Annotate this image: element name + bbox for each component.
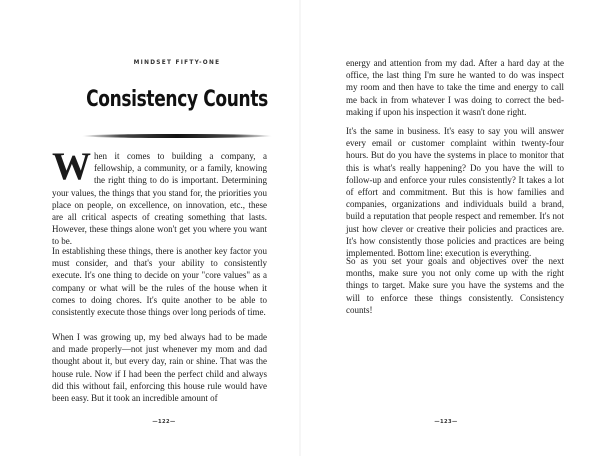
paragraph-4: energy and attention from my dad. After a hard day at the office, the last thing I'm sure he wanted to do was inspect my room and then have to take the time and energy to call me back in from whatever I was doing to correct the bed-making if upon his inspection it wasn't done right. [346,58,564,117]
right-page [300,0,600,456]
title-divider [82,134,272,138]
chapter-title: Consistency Counts [86,87,268,112]
paragraph-1-text: hen it comes to building a company, a fellowship, a community, or a family, knowing the right thing to do is important. Determining your values, the things that you stand for, the priorities you place on people, on excellence, on innovation, etc., these are all critical aspects of creating something that lasts. However, these things alone won't get you where you want to be. [52,151,267,247]
chapter-kicker: MINDSET FIFTY-ONE [133,58,221,66]
paragraph-2: In establishing these things, there is another key factor you must consider, and that's your ability to consistently execute. It's one thing to decide on your "core values" as a company or what will be the rules of the house when it comes to doing chores. It's quite another to be able to consistently execute those things over long periods of time. [52,246,267,318]
page-number-left: —122— [152,419,176,425]
drop-cap: W [52,145,91,188]
paragraph-3: When I was growing up, my bed always had to be made and made properly—not just whenever my mom and dad thought about it, but every day, rain or shine. That was the house rule. Now if I had been the perfect child and always did this without fail, enforcing this house rule would have been easy. But it took an incredible amount of [52,332,267,404]
paragraph-1 [52,145,267,248]
paragraph-6: So as you set your goals and objectives over the next months, make sure you not only come up with the right things to target. Make sure you have the systems and the will to enforce these things consistently. Consistency counts! [346,256,564,315]
paragraph-5: It's the same in business. It's easy to say you will answer every email or customer complaint within twenty-four hours. But do you have the systems in place to monitor that this is what's really happening? Do you have the will to follow-up and enforce your rules consistently? It takes a lot of effort and commitment. But this is how families and companies, organizations and individuals build a brand, build a reputation that people respect and remember. It's not just how clever or creative their policies and practices are. It's how consistently those policies and practices are being implemented. Bottom line: execution is everything. [346,126,564,259]
page-number-right: —123— [434,419,458,425]
